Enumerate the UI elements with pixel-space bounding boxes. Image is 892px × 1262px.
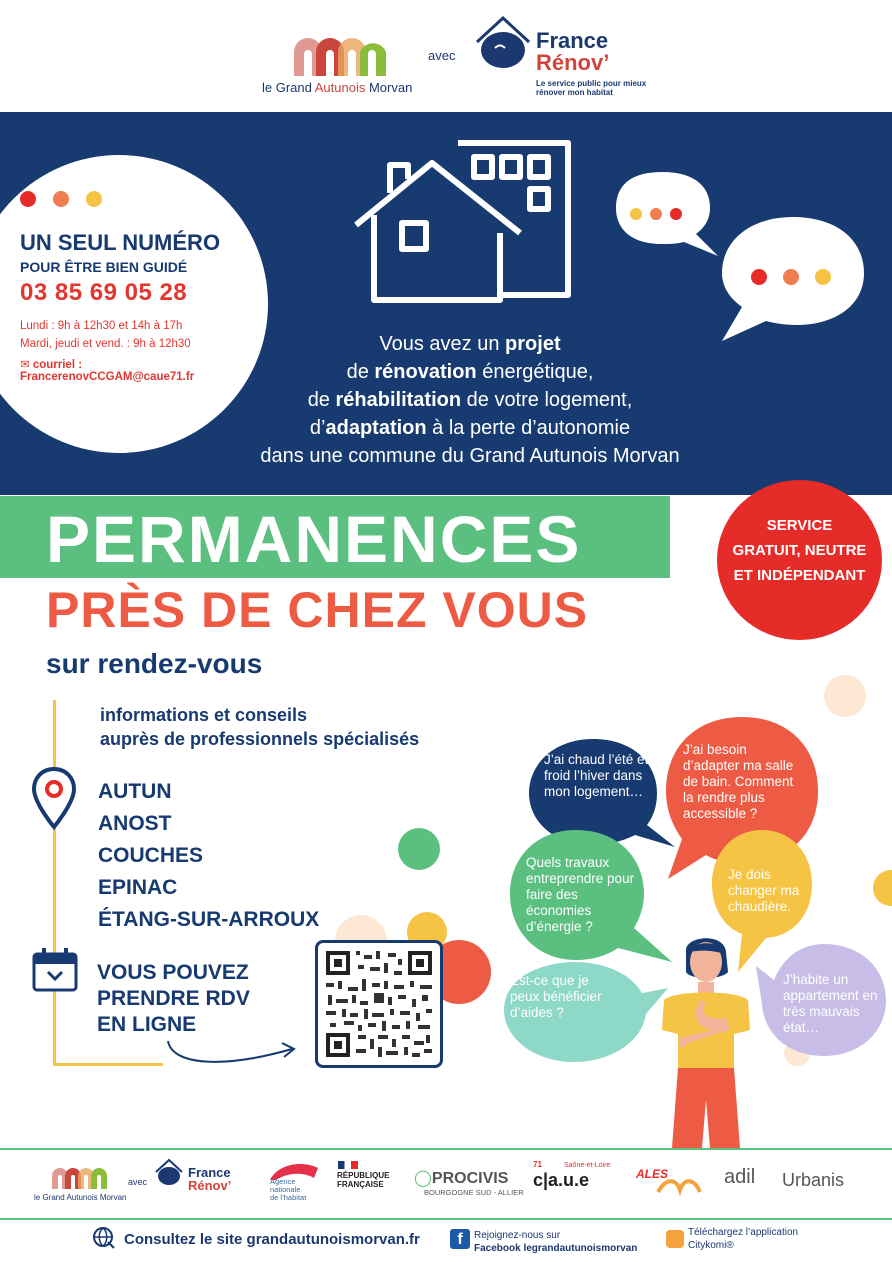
france-renov-logo-icon xyxy=(154,1158,184,1188)
bubble-text: J’ai chaud l’été et froid l’hiver dans mon logement… xyxy=(544,752,649,799)
info-text: informations et conseils auprès de professionnels spécialisés xyxy=(100,705,420,749)
house-icon xyxy=(350,135,575,305)
partner-caue: c|a.u.e xyxy=(533,1170,590,1190)
mail-label: ✉ courriel : xyxy=(20,359,83,371)
website-link[interactable]: Consultez le site grandautunoismorvan.fr xyxy=(124,1231,420,1248)
qr-code-icon xyxy=(318,943,440,1065)
partner-republique: RÉPUBLIQUE FRANÇAISE xyxy=(337,1171,390,1189)
map-pin-icon xyxy=(30,765,78,833)
email-link[interactable]: FrancerenovCCGAM@caue71.fr xyxy=(20,371,195,383)
woman-illustration xyxy=(650,930,760,1148)
qr-code[interactable] xyxy=(315,940,443,1068)
gam-logo-text: le Grand Autunois Morvan xyxy=(262,80,413,95)
town-item: ANOST xyxy=(98,812,172,835)
contact-hours xyxy=(20,317,191,353)
france-renov-title: France xyxy=(536,28,609,53)
mail-icon: ✉ xyxy=(20,359,30,371)
partner-procivis: ◯PROCIVIS xyxy=(414,1170,509,1187)
project-text: Vous avez un projet de rénovation énergétique, de réhabilitation de votre logement, d’adaptation à la perte d’autonomie dans une commune du Grand Autunois Morvan xyxy=(260,333,680,467)
citykomi-text[interactable]: Téléchargez l’application Citykomi® xyxy=(688,1227,799,1251)
france-renov-title2: Rénov’ xyxy=(536,50,610,75)
town-list xyxy=(98,776,319,936)
timeline-line xyxy=(53,700,56,1065)
bubble-text: Je dois changer ma chaudière. xyxy=(728,867,800,914)
chat-bubble-icon xyxy=(614,168,724,260)
partner-procivis-sub: BOURGOGNE SUD - ALLIER xyxy=(424,1188,524,1197)
bubble-text: Quels travaux entreprendre pour faire des économies d’énergie ? xyxy=(526,855,635,934)
online-booking-text: VOUS POUVEZ PRENDRE RDV EN LIGNE xyxy=(97,961,250,1036)
citykomi-icon[interactable] xyxy=(666,1230,684,1248)
bubble-text: Est-ce que je peux bénéficier d’aides ? xyxy=(510,973,602,1020)
france-renov-logo-icon xyxy=(473,14,533,74)
banner-title: PERMANENCES xyxy=(46,502,582,576)
arrow-icon xyxy=(162,1035,302,1075)
bubble-text: J’ai besoin d’adapter ma salle de bain. Comment la rendre plus accessible ? xyxy=(683,742,794,821)
chat-bubble-icon xyxy=(718,213,868,343)
town-item: AUTUN xyxy=(98,780,172,803)
french-flag-icon xyxy=(338,1161,358,1169)
appointment-label: sur rendez-vous xyxy=(46,648,263,679)
partner-urbanis: Urbanis xyxy=(782,1170,845,1190)
town-item: ÉTANG-SUR-ARROUX xyxy=(98,908,320,931)
banner-subtitle: PRÈS DE CHEZ VOUS xyxy=(46,582,589,638)
contact-subtitle: POUR ÊTRE BIEN GUIDÉ xyxy=(20,259,188,275)
bubble-text: J’habite un appartement en très mauvais état… xyxy=(783,972,878,1035)
phone-number-link[interactable]: 03 85 69 05 28 xyxy=(20,279,188,306)
timeline-line xyxy=(53,1063,163,1066)
calendar-icon xyxy=(31,946,79,994)
decor-circle xyxy=(398,828,440,870)
facebook-text[interactable]: Rejoignez-nous sur Facebook legrandautunoismorvan xyxy=(474,1230,638,1254)
partner-fr-1: France xyxy=(188,1165,231,1180)
partner-adil: adil xyxy=(724,1166,756,1188)
hours-line: Lundi : 9h à 12h30 et 14h à 17h xyxy=(20,320,183,332)
town-item: EPINAC xyxy=(98,876,178,899)
dot-icon xyxy=(20,191,36,207)
partner-caue-top: Saône-et-Loire xyxy=(564,1162,611,1169)
dot-icon xyxy=(86,191,102,207)
france-renov-subtitle: Le service public pour mieux rénover mon habitat xyxy=(536,79,647,97)
decor-circle xyxy=(824,675,866,717)
partner-ales: ALES xyxy=(636,1167,669,1181)
dot-icon xyxy=(53,191,69,207)
service-badge: SERVICE GRATUIT, NEUTRE ET INDÉPENDANT xyxy=(717,480,882,640)
town-item: COUCHES xyxy=(98,844,204,867)
ales-logo-icon xyxy=(656,1176,702,1196)
avec-label: avec xyxy=(428,48,456,63)
globe-icon xyxy=(92,1226,116,1250)
hours-line: Mardi, jeudi et vend. : 9h à 12h30 xyxy=(20,338,191,350)
partner-gam-text: le Grand Autunois Morvan xyxy=(34,1193,127,1202)
partner-avec: avec xyxy=(128,1177,148,1187)
decor-circle xyxy=(873,870,892,906)
partner-anah: Agence nationale de l’habitat xyxy=(270,1177,307,1202)
partner-caue-num: 71 xyxy=(533,1160,542,1169)
grand-autunois-morvan-logo xyxy=(290,30,390,78)
contact-title: UN SEUL NUMÉRO xyxy=(20,230,221,255)
footer-divider xyxy=(0,1218,892,1220)
partner-fr-2: Rénov’ xyxy=(188,1178,232,1193)
facebook-icon[interactable]: f xyxy=(450,1229,470,1249)
grand-autunois-morvan-logo xyxy=(50,1162,110,1190)
header xyxy=(0,0,892,112)
